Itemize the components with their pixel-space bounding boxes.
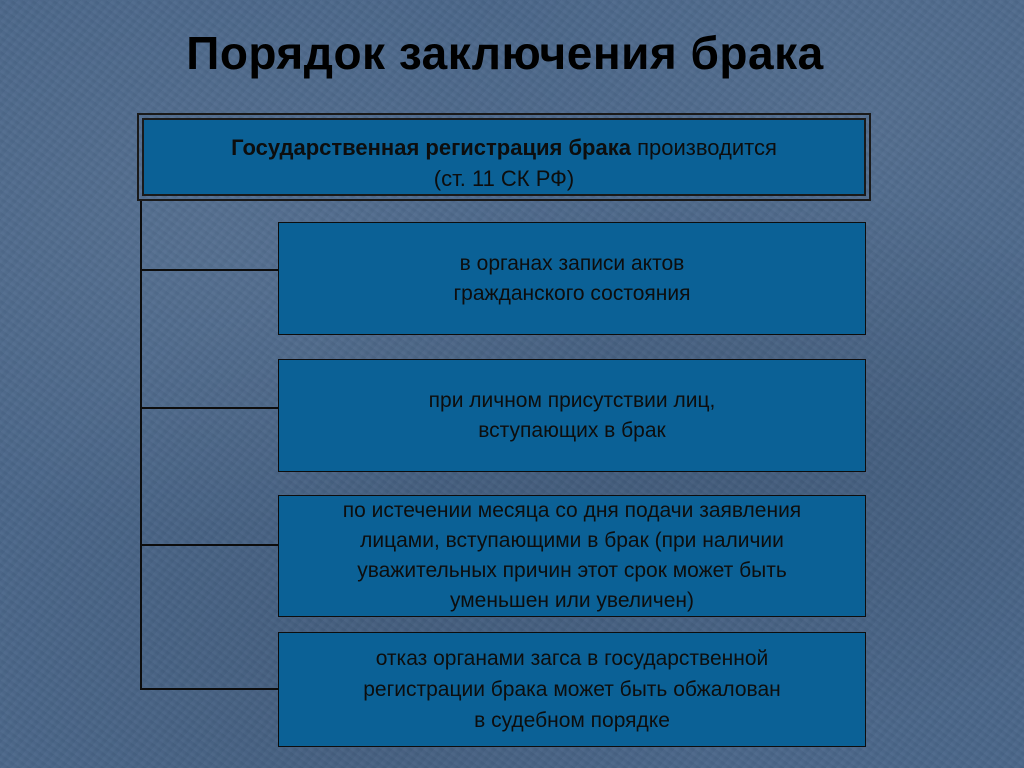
item-box-2 (278, 359, 866, 472)
branch-connector-4 (140, 688, 278, 690)
item-text-2: при личном присутствии лиц, вступающих в брак (428, 388, 716, 442)
branch-connector-1 (140, 269, 278, 271)
header-box-inner (142, 118, 866, 196)
branch-connector-3 (140, 544, 278, 546)
header-reference: (ст. 11 СК РФ) (433, 166, 575, 191)
vertical-connector (140, 201, 142, 690)
header-box (137, 113, 871, 201)
slide-title: Порядок заключения брака (186, 27, 824, 79)
item-box-1 (278, 222, 866, 335)
header-bold-text: Государственная регистрация брака (231, 135, 631, 160)
branch-connector-2 (140, 407, 278, 409)
item-text-4: отказ органами загса в государственной регистрации брака может быть обжалован в судебном порядке (363, 647, 781, 732)
header-normal-text: производится (630, 135, 777, 160)
item-text-1: в органах записи актов гражданского состояния (453, 251, 691, 305)
item-box-4 (278, 632, 866, 747)
item-text-3: по истечении месяца со дня подачи заявления лицами, вступающими в брак (при наличии уважительных причин этот срок может быть уменьшен или увеличен) (342, 499, 802, 612)
item-box-3 (278, 495, 866, 617)
